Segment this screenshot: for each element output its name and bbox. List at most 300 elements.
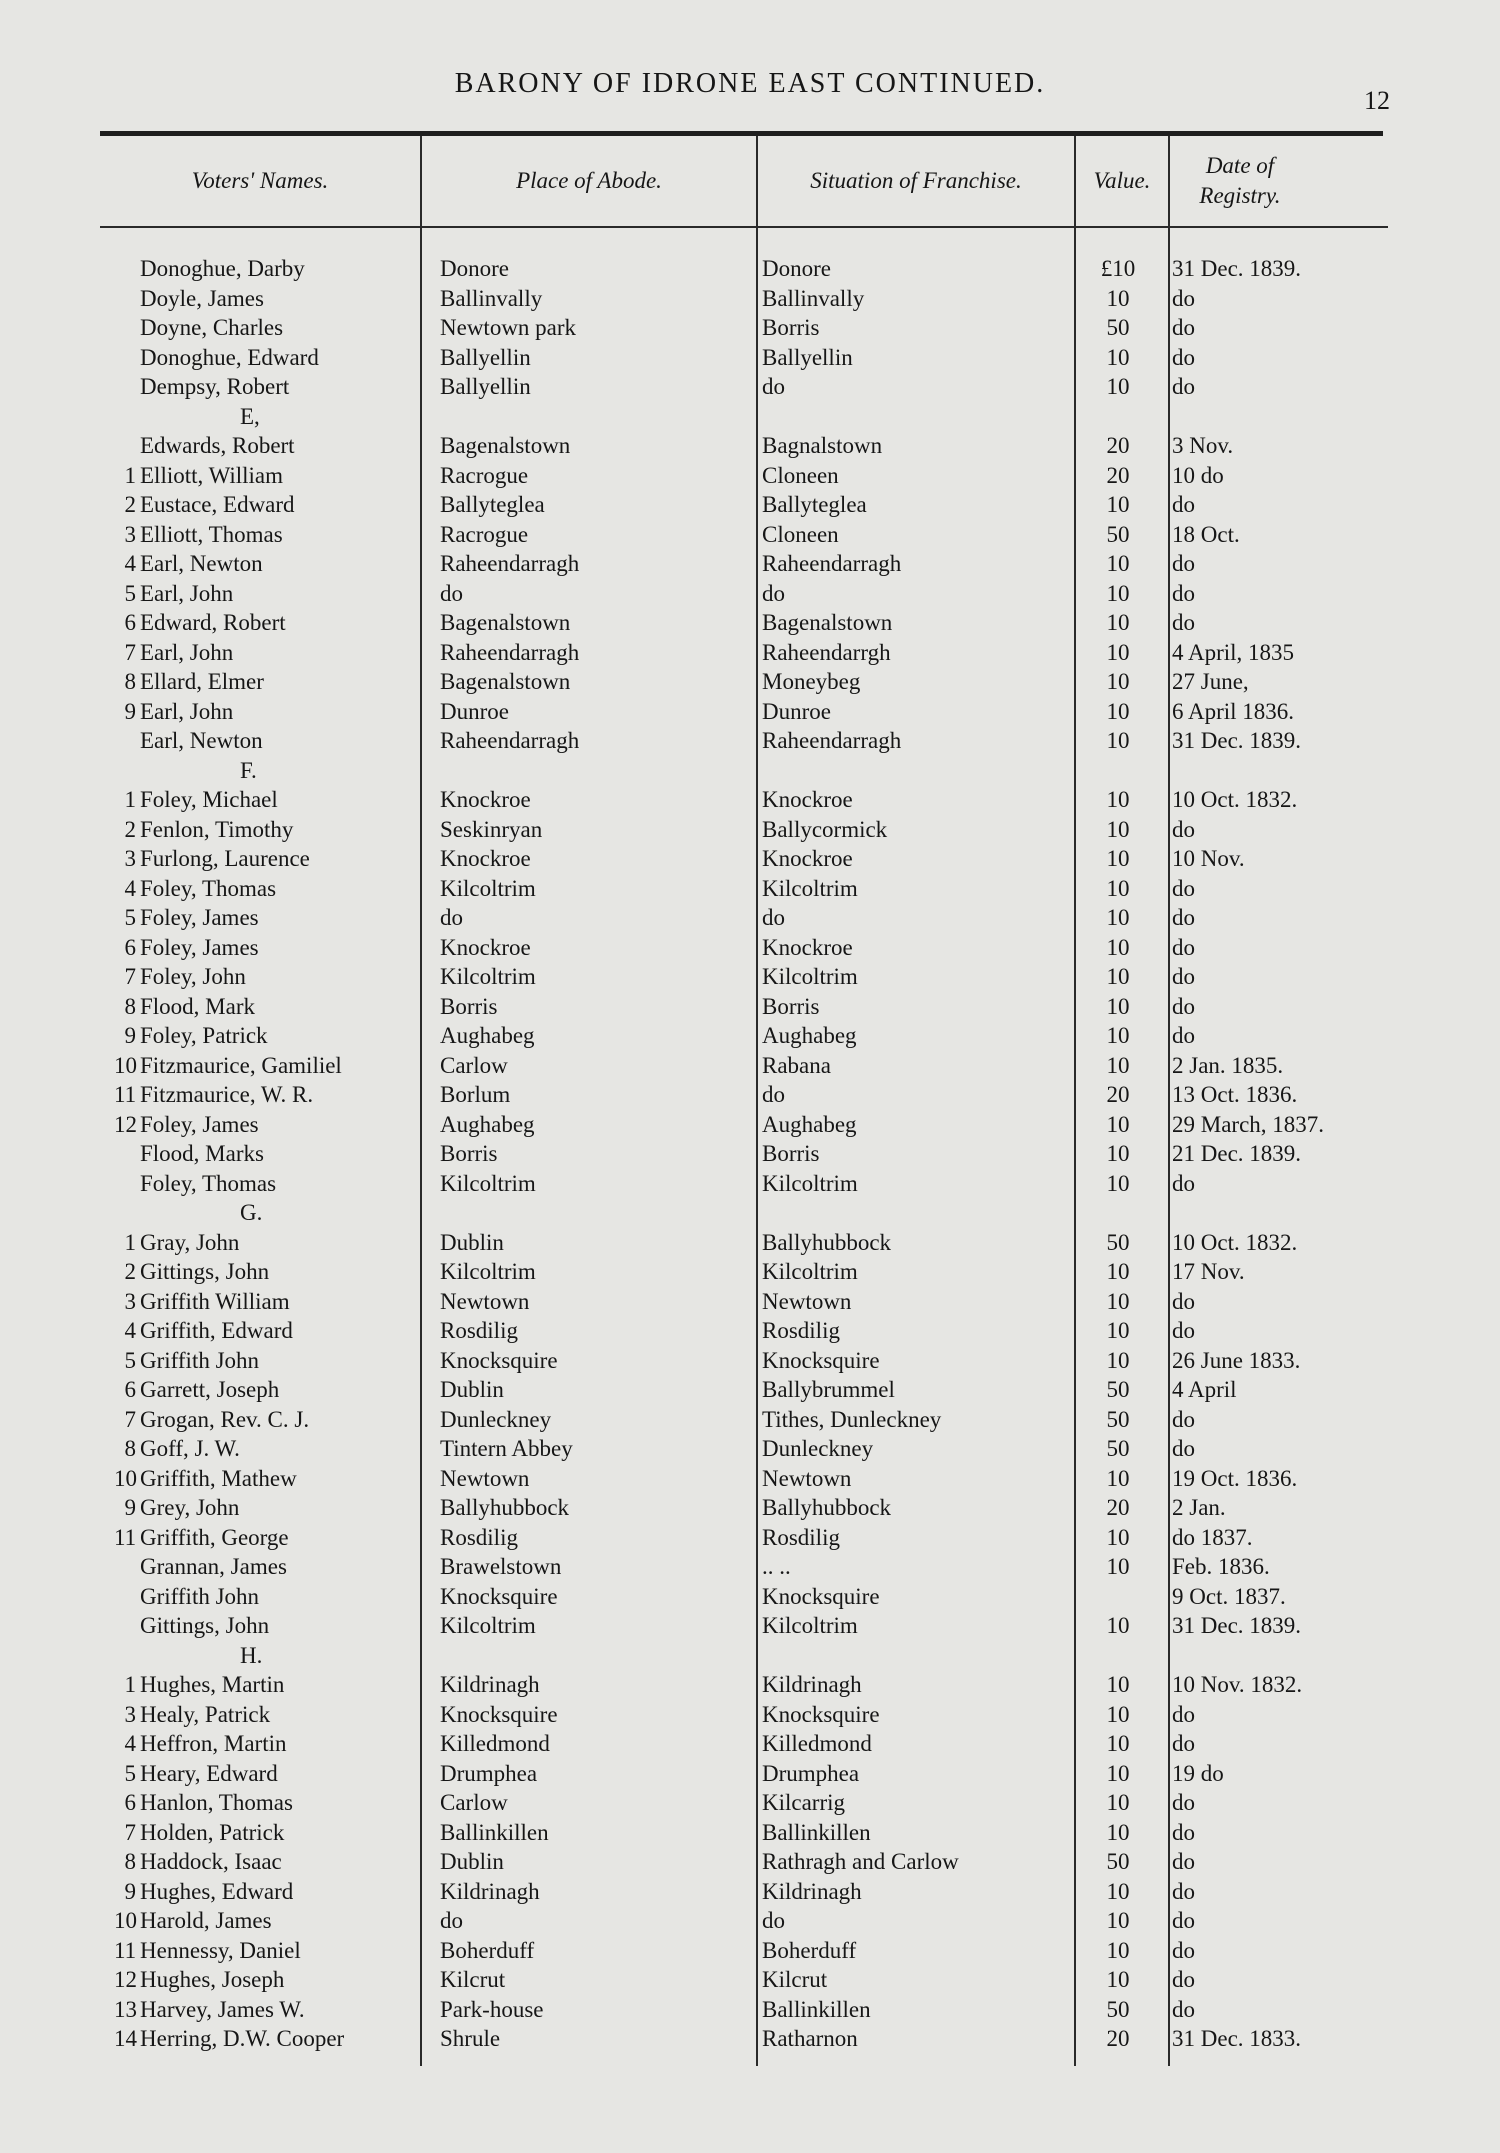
voter-name: Grannan, James: [140, 1554, 287, 1579]
voter-number: 6: [124, 1790, 136, 1815]
voter-name: Elliott, Thomas: [140, 521, 283, 547]
place-of-abode: Borris: [440, 1141, 498, 1166]
place-of-abode: Knocksquire: [440, 1347, 558, 1373]
voter-name: Grogan, Rev. C. J.: [140, 1406, 310, 1432]
voter-name: Healy, Patrick: [140, 1701, 271, 1727]
franchise-value: 50: [1106, 1436, 1130, 1461]
situation-of-franchise: Kildrinagh: [762, 1672, 862, 1697]
date-of-registry: do: [1172, 1436, 1195, 1461]
table-row: [100, 1936, 1388, 1966]
franchise-value: 10: [1106, 1937, 1130, 1963]
voter-name: Harold, James: [140, 1908, 272, 1933]
voter-name: Heffron, Martin: [140, 1731, 287, 1756]
place-of-abode: Bagenalstown: [440, 433, 571, 458]
table-row: [100, 1080, 1388, 1110]
date-of-registry: do: [1172, 1937, 1195, 1963]
voter-number: 3: [124, 521, 136, 547]
table-row: [100, 1405, 1388, 1435]
date-of-registry: do: [1172, 1288, 1195, 1314]
table-row: [100, 1847, 1388, 1877]
situation-of-franchise: Borris: [762, 1141, 820, 1166]
table-row: [100, 1995, 1388, 2025]
franchise-value: 10: [1106, 1318, 1130, 1343]
place-of-abode: Park-house: [440, 1996, 544, 2022]
situation-of-franchise: Rosdilig: [762, 1318, 840, 1343]
situation-of-franchise: Cloneen: [762, 521, 839, 547]
place-of-abode: Ballinvally: [440, 285, 543, 311]
voter-number: 7: [124, 964, 136, 989]
place-of-abode: do: [440, 1908, 463, 1933]
table-row: [100, 667, 1388, 697]
table-row: [100, 1523, 1388, 1553]
date-of-registry: 6 April 1836.: [1172, 698, 1295, 724]
voter-name: Earl, Newton: [140, 551, 263, 576]
place-of-abode: Ballyellin: [440, 344, 531, 370]
situation-of-franchise: Rosdilig: [762, 1524, 840, 1550]
situation-of-franchise: Ballycormick: [762, 816, 888, 842]
table-row: [100, 1346, 1388, 1376]
situation-of-franchise: Ballybrummel: [762, 1377, 895, 1402]
franchise-value: 10: [1106, 787, 1130, 812]
situation-of-franchise: Ballyhubbock: [762, 1229, 892, 1255]
date-of-registry: 10 Oct. 1832.: [1172, 787, 1298, 812]
place-of-abode: Dublin: [440, 1377, 504, 1402]
date-of-registry: 2 Jan.: [1172, 1495, 1226, 1520]
franchise-value: 50: [1106, 1229, 1130, 1255]
place-of-abode: Kilcoltrim: [440, 875, 536, 901]
voter-number: 13: [114, 1996, 137, 2022]
voter-name: Dempsy, Robert: [140, 374, 290, 399]
voter-number: 10: [114, 1908, 137, 1933]
franchise-value: 10: [1106, 1967, 1130, 1992]
voter-name: Fitzmaurice, W. R.: [140, 1082, 314, 1107]
voter-name: Griffith, George: [140, 1524, 289, 1550]
situation-of-franchise: Dunleckney: [762, 1436, 874, 1461]
header-situation-of-franchise: Situation of Franchise.: [810, 168, 1022, 193]
section-letter: E,: [240, 403, 260, 429]
voter-name: Hanlon, Thomas: [140, 1790, 293, 1815]
table-row: [100, 608, 1388, 638]
table-row: [100, 1700, 1388, 1730]
date-of-registry: 29 March, 1837.: [1172, 1111, 1325, 1137]
franchise-value: 20: [1106, 2026, 1130, 2051]
table-row: [100, 461, 1388, 491]
voter-name: Edward, Robert: [140, 610, 286, 635]
date-of-registry: Feb. 1836.: [1172, 1554, 1270, 1579]
voter-number: 9: [124, 698, 136, 724]
voter-number: 4: [124, 1318, 136, 1343]
header-rule: [100, 226, 1388, 228]
table-row: [100, 962, 1388, 992]
date-of-registry: 26 June 1833.: [1172, 1347, 1301, 1373]
date-of-registry: do: [1172, 1819, 1195, 1845]
franchise-value: 10: [1106, 374, 1130, 399]
voter-number: 14: [114, 2026, 137, 2051]
voter-number: 5: [124, 580, 136, 606]
place-of-abode: Kilcoltrim: [440, 1170, 536, 1196]
table-row: [100, 313, 1388, 343]
voter-name: Gray, John: [140, 1229, 240, 1255]
date-of-registry: do: [1172, 1406, 1195, 1432]
date-of-registry: do: [1172, 1318, 1195, 1343]
date-of-registry: do: [1172, 1790, 1195, 1815]
situation-of-franchise: Cloneen: [762, 462, 839, 488]
place-of-abode: Dunroe: [440, 698, 509, 724]
date-of-registry: do: [1172, 875, 1195, 901]
situation-of-franchise: Aughabeg: [762, 1111, 857, 1137]
situation-of-franchise: Ballinkillen: [762, 1819, 871, 1845]
date-of-registry: do: [1172, 1996, 1195, 2022]
voter-name: Hughes, Joseph: [140, 1967, 285, 1992]
date-of-registry: 10 Nov. 1832.: [1172, 1672, 1303, 1697]
table-row: [100, 1493, 1388, 1523]
date-of-registry: do: [1172, 934, 1195, 960]
voter-name: Eustace, Edward: [140, 492, 295, 517]
voter-number: 7: [124, 639, 136, 665]
voter-number: 6: [124, 1377, 136, 1402]
voter-name: Elliott, William: [140, 462, 284, 488]
table-row: [100, 520, 1388, 550]
table-row: [100, 992, 1388, 1022]
date-of-registry: 19 Oct. 1836.: [1172, 1465, 1298, 1491]
table-row: [100, 785, 1388, 815]
situation-of-franchise: do: [762, 374, 785, 399]
place-of-abode: Kilcoltrim: [440, 964, 536, 989]
situation-of-franchise: Raheendarrgh: [762, 639, 891, 665]
date-of-registry: do: [1172, 993, 1195, 1019]
voter-number: 5: [124, 1760, 136, 1786]
table-row: [100, 844, 1388, 874]
place-of-abode: Dublin: [440, 1229, 504, 1255]
date-of-registry: do: [1172, 1908, 1195, 1933]
franchise-value: 10: [1106, 1465, 1130, 1491]
situation-of-franchise: Ballinkillen: [762, 1996, 871, 2022]
voter-name: Foley, Michael: [140, 787, 278, 812]
voter-number: 11: [114, 1937, 137, 1963]
header-date-of-registry: Date of Registry.: [1199, 153, 1281, 208]
place-of-abode: Bagenalstown: [440, 610, 571, 635]
table-row: [100, 1139, 1388, 1169]
franchise-value: 10: [1106, 285, 1130, 311]
situation-of-franchise: Dunroe: [762, 698, 831, 724]
place-of-abode: Newtown park: [440, 315, 577, 340]
franchise-value: 10: [1106, 993, 1130, 1019]
date-of-registry: do: [1172, 344, 1195, 370]
voter-name: Foley, Thomas: [140, 1170, 277, 1196]
voter-number: 8: [124, 993, 136, 1019]
place-of-abode: Kilcoltrim: [440, 1613, 536, 1638]
situation-of-franchise: Kilcoltrim: [762, 1259, 858, 1284]
place-of-abode: Aughabeg: [440, 1111, 535, 1137]
date-of-registry: do: [1172, 1878, 1195, 1904]
place-of-abode: Aughabeg: [440, 1023, 535, 1048]
voter-name: Fitzmaurice, Gamiliel: [140, 1052, 342, 1078]
place-of-abode: Seskinryan: [440, 816, 543, 842]
date-of-registry: 13 Oct. 1836.: [1172, 1082, 1298, 1107]
franchise-value: 10: [1106, 1819, 1130, 1845]
section-letter-row: [100, 1641, 1388, 1671]
situation-of-franchise: Ballinvally: [762, 285, 865, 311]
situation-of-franchise: Raheendarragh: [762, 551, 902, 576]
place-of-abode: Rosdilig: [440, 1318, 518, 1343]
franchise-value: 10: [1106, 1288, 1130, 1314]
date-of-registry: 31 Dec. 1839.: [1172, 256, 1302, 281]
voter-name: Holden, Patrick: [140, 1819, 285, 1845]
table-row: [100, 343, 1388, 373]
table-row: [100, 933, 1388, 963]
situation-of-franchise: Kilcrut: [762, 1967, 828, 1992]
voter-number: 3: [124, 1701, 136, 1727]
franchise-value: 10: [1106, 610, 1130, 635]
voter-name: Furlong, Laurence: [140, 846, 310, 871]
franchise-value: 20: [1106, 433, 1130, 458]
voter-name: Herring, D.W. Cooper: [140, 2026, 345, 2051]
situation-of-franchise: Kilcoltrim: [762, 875, 858, 901]
header-value: Value.: [1093, 168, 1151, 193]
voter-number: 4: [124, 1731, 136, 1756]
place-of-abode: Boherduff: [440, 1937, 535, 1963]
page-number: 12: [1364, 86, 1390, 115]
section-letter: F.: [240, 757, 257, 783]
situation-of-franchise: Borris: [762, 315, 820, 340]
table-row: [100, 284, 1388, 314]
situation-of-franchise: do: [762, 1908, 785, 1933]
franchise-value: 50: [1106, 1849, 1130, 1874]
table-row: [100, 1228, 1388, 1258]
voter-number: 10: [114, 1465, 137, 1491]
voter-name: Donoghue, Darby: [140, 256, 305, 281]
franchise-value: 10: [1106, 816, 1130, 842]
place-of-abode: Ballinkillen: [440, 1819, 549, 1845]
table-row: [100, 1051, 1388, 1081]
franchise-value: 10: [1106, 551, 1130, 576]
franchise-value: 10: [1106, 846, 1130, 871]
voter-name: Earl, John: [140, 580, 234, 606]
situation-of-franchise: Kilcoltrim: [762, 964, 858, 989]
voter-name: Fenlon, Timothy: [140, 816, 294, 842]
franchise-value: 10: [1106, 1141, 1130, 1166]
voter-name: Flood, Marks: [140, 1141, 264, 1166]
voter-name: Foley, James: [140, 905, 259, 930]
voter-number: 9: [124, 1878, 136, 1904]
date-of-registry: 31 Dec. 1833.: [1172, 2026, 1302, 2051]
table-row: [100, 372, 1388, 402]
franchise-value: 10: [1106, 344, 1130, 370]
table-row: [100, 1110, 1388, 1140]
voter-number: 9: [124, 1495, 136, 1520]
situation-of-franchise: Tithes, Dunleckney: [762, 1406, 942, 1432]
date-of-registry: 2 Jan. 1835.: [1172, 1052, 1284, 1078]
table-row: [100, 490, 1388, 520]
place-of-abode: Drumphea: [440, 1760, 538, 1786]
place-of-abode: Knocksquire: [440, 1583, 558, 1609]
voter-name: Hughes, Edward: [140, 1878, 294, 1904]
date-of-registry: 18 Oct.: [1172, 521, 1240, 547]
voter-name: Edwards, Robert: [140, 433, 295, 458]
franchise-value: 10: [1106, 1760, 1130, 1786]
table-row: [100, 2024, 1388, 2054]
situation-of-franchise: Killedmond: [762, 1731, 872, 1756]
voter-number: 5: [124, 905, 136, 930]
place-of-abode: Racrogue: [440, 521, 529, 547]
place-of-abode: Newtown: [440, 1288, 530, 1314]
franchise-value: 50: [1106, 521, 1130, 547]
table-row: [100, 1670, 1388, 1700]
franchise-value: 10: [1106, 1052, 1130, 1078]
table-row: [100, 1788, 1388, 1818]
date-of-registry: 10 do: [1172, 462, 1224, 488]
voter-name: Foley, Thomas: [140, 875, 277, 901]
franchise-value: 10: [1106, 1790, 1130, 1815]
date-of-registry: do 1837.: [1172, 1524, 1253, 1550]
voter-name: Griffith William: [140, 1288, 290, 1314]
table-row: [100, 579, 1388, 609]
place-of-abode: Borris: [440, 993, 498, 1019]
situation-of-franchise: Knocksquire: [762, 1347, 880, 1373]
place-of-abode: Dublin: [440, 1849, 504, 1874]
date-of-registry: 19 do: [1172, 1760, 1224, 1786]
voter-name: Donoghue, Edward: [140, 344, 319, 370]
voter-number: 2: [124, 1259, 136, 1284]
date-of-registry: 21 Dec. 1839.: [1172, 1141, 1302, 1166]
date-of-registry: 27 June,: [1172, 669, 1249, 694]
situation-of-franchise: Rathragh and Carlow: [762, 1849, 959, 1874]
table-row: [100, 726, 1388, 756]
franchise-value: 10: [1106, 639, 1130, 665]
table-row: [100, 1169, 1388, 1199]
franchise-value: 20: [1106, 462, 1130, 488]
date-of-registry: do: [1172, 816, 1195, 842]
table-row: [100, 1021, 1388, 1051]
date-of-registry: do: [1172, 610, 1195, 635]
table-row: [100, 1729, 1388, 1759]
place-of-abode: Carlow: [440, 1052, 508, 1078]
voter-name: Harvey, James W.: [140, 1996, 305, 2022]
situation-of-franchise: Donore: [762, 256, 831, 281]
voter-name: Foley, John: [140, 964, 246, 989]
franchise-value: 10: [1106, 1908, 1130, 1933]
date-of-registry: 17 Nov.: [1172, 1259, 1245, 1284]
voter-name: Doyne, Charles: [140, 315, 284, 340]
voter-number: 6: [124, 610, 136, 635]
date-of-registry: do: [1172, 1701, 1195, 1727]
place-of-abode: Ballyhubbock: [440, 1495, 570, 1520]
place-of-abode: Raheendarragh: [440, 551, 580, 576]
voter-number: 7: [124, 1819, 136, 1845]
voter-number: 5: [124, 1347, 136, 1373]
voter-name: Doyle, James: [140, 285, 264, 311]
franchise-value: 10: [1106, 875, 1130, 901]
situation-of-franchise: Kilcoltrim: [762, 1170, 858, 1196]
section-letter-row: [100, 1198, 1388, 1228]
voter-number: 2: [124, 492, 136, 517]
franchise-value: 10: [1106, 1878, 1130, 1904]
voter-name: Hughes, Martin: [140, 1672, 285, 1697]
franchise-value: 50: [1106, 1996, 1130, 2022]
voter-name: Grey, John: [140, 1495, 240, 1520]
table-row: [100, 1818, 1388, 1848]
voter-name: Gittings, John: [140, 1613, 270, 1638]
situation-of-franchise: Drumphea: [762, 1760, 860, 1786]
table-row: [100, 1759, 1388, 1789]
place-of-abode: Knockroe: [440, 934, 531, 960]
date-of-registry: 10 Oct. 1832.: [1172, 1229, 1298, 1255]
section-letter-row: [100, 756, 1388, 786]
situation-of-franchise: Ballyhubbock: [762, 1495, 892, 1520]
voter-number: 8: [124, 1436, 136, 1461]
franchise-value: 10: [1106, 1111, 1130, 1137]
date-of-registry: do: [1172, 580, 1195, 606]
franchise-value: 10: [1106, 1259, 1130, 1284]
franchise-value: 10: [1106, 1524, 1130, 1550]
situation-of-franchise: Knockroe: [762, 846, 853, 871]
place-of-abode: Rosdilig: [440, 1524, 518, 1550]
voter-name: Foley, James: [140, 1111, 259, 1137]
table-row: [100, 1906, 1388, 1936]
voter-number: 2: [124, 816, 136, 842]
header-voters-names: Voters' Names.: [191, 168, 329, 193]
situation-of-franchise: Raheendarragh: [762, 728, 902, 753]
franchise-value: 20: [1106, 1082, 1130, 1107]
date-of-registry: 3 Nov.: [1172, 433, 1234, 458]
date-of-registry: 10 Nov.: [1172, 846, 1245, 871]
table-row: [100, 638, 1388, 668]
voter-name: Heary, Edward: [140, 1760, 278, 1786]
situation-of-franchise: do: [762, 905, 785, 930]
table-row: [100, 431, 1388, 461]
date-of-registry: do: [1172, 551, 1195, 576]
table-row: [100, 1582, 1388, 1612]
place-of-abode: Newtown: [440, 1465, 530, 1491]
voters-table: [100, 136, 1388, 2066]
voter-name: Earl, John: [140, 639, 234, 665]
franchise-value: 10: [1106, 492, 1130, 517]
table-row: [100, 1316, 1388, 1346]
voter-name: Goff, J. W.: [140, 1436, 240, 1461]
table-row: [100, 815, 1388, 845]
place-of-abode: Kilcrut: [440, 1967, 506, 1992]
situation-of-franchise: Kilcoltrim: [762, 1613, 858, 1638]
franchise-value: 10: [1106, 964, 1130, 989]
place-of-abode: Killedmond: [440, 1731, 550, 1756]
situation-of-franchise: Rabana: [762, 1052, 831, 1078]
situation-of-franchise: Knockroe: [762, 934, 853, 960]
place-of-abode: Kildrinagh: [440, 1878, 540, 1904]
date-of-registry: 4 April: [1172, 1377, 1237, 1402]
place-of-abode: Shrule: [440, 2026, 501, 2051]
voter-name: Foley, Patrick: [140, 1023, 268, 1048]
place-of-abode: Donore: [440, 256, 509, 281]
table-row: [100, 254, 1388, 284]
franchise-value: 10: [1106, 580, 1130, 606]
table-row: [100, 549, 1388, 579]
franchise-value: 10: [1106, 1613, 1130, 1638]
table-row: [100, 1434, 1388, 1464]
situation-of-franchise: Borris: [762, 993, 820, 1019]
date-of-registry: do: [1172, 905, 1195, 930]
franchise-value: 10: [1106, 1347, 1130, 1373]
table-row: [100, 1257, 1388, 1287]
date-of-registry: 4 April, 1835: [1172, 639, 1295, 665]
table-row: [100, 1877, 1388, 1907]
voter-number: 3: [124, 846, 136, 871]
situation-of-franchise: Knockroe: [762, 787, 853, 812]
voter-name: Hennessy, Daniel: [140, 1937, 301, 1963]
table-row: [100, 903, 1388, 933]
voter-number: 1: [124, 462, 136, 488]
section-letter: G.: [240, 1200, 263, 1225]
table-row: [100, 1611, 1388, 1641]
